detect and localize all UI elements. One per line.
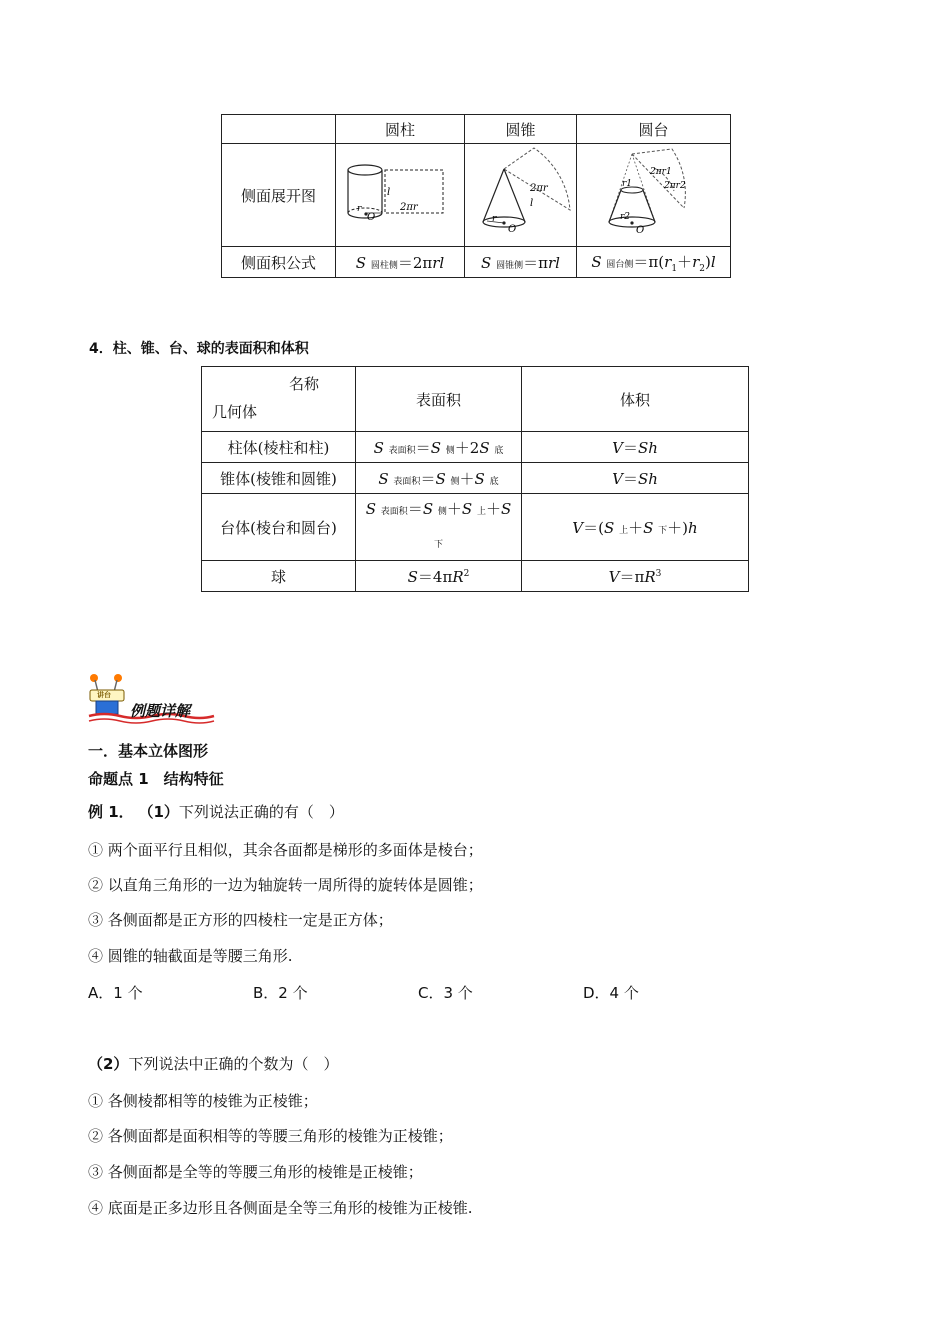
pyramid-area-formula: S 表面积＝S 侧＋S 底 bbox=[356, 463, 522, 494]
cone-arc-label: 2πr bbox=[529, 182, 548, 194]
example-1-question2: 下列说法中正确的个数为（ ） bbox=[128, 1055, 339, 1073]
frustum-formula: S 圆台侧$=\pi(r_1+r_2)l$ bbox=[577, 247, 731, 278]
cone-unfold-figure bbox=[466, 146, 576, 241]
table2-row-name: 球 bbox=[202, 561, 356, 592]
table1-header-cone: 圆锥 bbox=[465, 115, 577, 144]
q1-option-b: B．2 个 bbox=[253, 984, 308, 1002]
example-1-question1: 下列说法正确的有（ ） bbox=[178, 803, 344, 821]
q2-item: ④ 底面是正多边形且各侧面是全等三角形的棱锥为正棱锥. bbox=[88, 1199, 473, 1217]
topic-1-title: 命题点 1 结构特征 bbox=[88, 770, 224, 788]
pyramid-volume-formula: V＝Sh bbox=[522, 463, 749, 494]
table2-row-name: 台体(棱台和圆台) bbox=[202, 494, 356, 561]
frustum-o-label: O bbox=[635, 224, 644, 236]
q1-option-a: A．1 个 bbox=[88, 984, 143, 1002]
cylinder-r-label: r bbox=[357, 204, 362, 214]
frustum-unfold-cell bbox=[577, 144, 731, 247]
example-1-part2: （2） bbox=[88, 1055, 129, 1073]
lateral-surface-table bbox=[221, 114, 731, 278]
section-one-title: 一．基本立体图形 bbox=[88, 742, 209, 760]
cylinder-unfold-cell bbox=[336, 144, 465, 247]
sphere-volume-formula: $V=\pi R^3$ bbox=[522, 561, 749, 592]
example-1-heading bbox=[88, 801, 344, 822]
frustum-arc2-label: 2πr2 bbox=[663, 180, 686, 191]
example-badge bbox=[88, 672, 218, 724]
q1-item: ① 两个面平行且相似，其余各面都是梯形的多面体是棱台； bbox=[88, 841, 483, 859]
section4-title: 4．柱、锥、台、球的表面积和体积 bbox=[89, 341, 309, 357]
sphere-area-formula: $S=4\pi R^2$ bbox=[356, 561, 522, 592]
cylinder-formula: S 圆柱侧＝2πrl bbox=[336, 247, 465, 278]
cone-r-label: r bbox=[491, 213, 496, 224]
surface-volume-table bbox=[201, 366, 749, 592]
q2-item: ① 各侧棱都相等的棱锥为正棱锥； bbox=[88, 1092, 318, 1110]
cone-unfold-cell bbox=[465, 144, 577, 247]
badge-title: 例题详解 bbox=[130, 702, 191, 720]
cylinder-unfold-figure bbox=[345, 158, 455, 228]
table2-header-body: 几何体 bbox=[212, 403, 258, 421]
badge-top-label: 讲台 bbox=[97, 691, 111, 699]
q1-option-c: C．3 个 bbox=[418, 984, 473, 1002]
cone-formula: S 圆锥侧＝πrl bbox=[465, 247, 577, 278]
frustum-volume-formula: V＝(S 上＋S 下＋)h bbox=[522, 494, 749, 561]
example-1-label: 例 1． bbox=[88, 803, 134, 821]
table1-header-cylinder: 圆柱 bbox=[336, 115, 465, 144]
q1-item: ④ 圆锥的轴截面是等腰三角形. bbox=[88, 947, 293, 965]
example-1-part2-heading bbox=[88, 1053, 338, 1074]
q1-item: ② 以直角三角形的一边为轴旋转一周所得的旋转体是圆锥； bbox=[88, 876, 483, 894]
cylinder-l-label: l bbox=[387, 187, 391, 198]
q1-option-d: D．4 个 bbox=[583, 984, 639, 1002]
prism-volume-formula: V＝Sh bbox=[522, 432, 749, 463]
q2-item: ② 各侧面都是面积相等的等腰三角形的棱锥为正棱锥； bbox=[88, 1127, 453, 1145]
frustum-area-formula: S 表面积＝S 侧＋S 上＋S 下 bbox=[356, 494, 522, 561]
table2-row-name: 柱体(棱柱和柱) bbox=[202, 432, 356, 463]
cone-l-label: l bbox=[529, 197, 533, 209]
cylinder-arc-label: 2πr bbox=[400, 202, 418, 213]
cylinder-o-label: O bbox=[367, 212, 376, 223]
table2-header-area: 表面积 bbox=[356, 367, 522, 432]
table2-header-volume: 体积 bbox=[522, 367, 749, 432]
table1-unfold-label: 侧面展开图 bbox=[222, 144, 336, 247]
frustum-r2-label: r2 bbox=[619, 211, 630, 222]
table1-header-frustum: 圆台 bbox=[577, 115, 731, 144]
table1-corner-cell bbox=[222, 115, 336, 144]
q2-item: ③ 各侧面都是全等的等腰三角形的棱锥是正棱锥； bbox=[88, 1163, 423, 1181]
table1-formula-label: 侧面积公式 bbox=[222, 247, 336, 278]
frustum-r1-label: r1 bbox=[621, 178, 632, 189]
table2-header-diag bbox=[202, 367, 356, 432]
q1-item: ③ 各侧面都是正方形的四棱柱一定是正方体； bbox=[88, 911, 393, 929]
prism-area-formula: S 表面积＝S 侧＋2S 底 bbox=[356, 432, 522, 463]
cone-o-label: O bbox=[507, 223, 516, 235]
table2-header-name: 名称 bbox=[289, 375, 320, 393]
table2-row-name: 锥体(棱锥和圆锥) bbox=[202, 463, 356, 494]
example-1-part1: （1） bbox=[138, 803, 179, 821]
frustum-arc1-label: 2πr1 bbox=[649, 166, 672, 177]
frustum-unfold-figure bbox=[594, 146, 714, 241]
